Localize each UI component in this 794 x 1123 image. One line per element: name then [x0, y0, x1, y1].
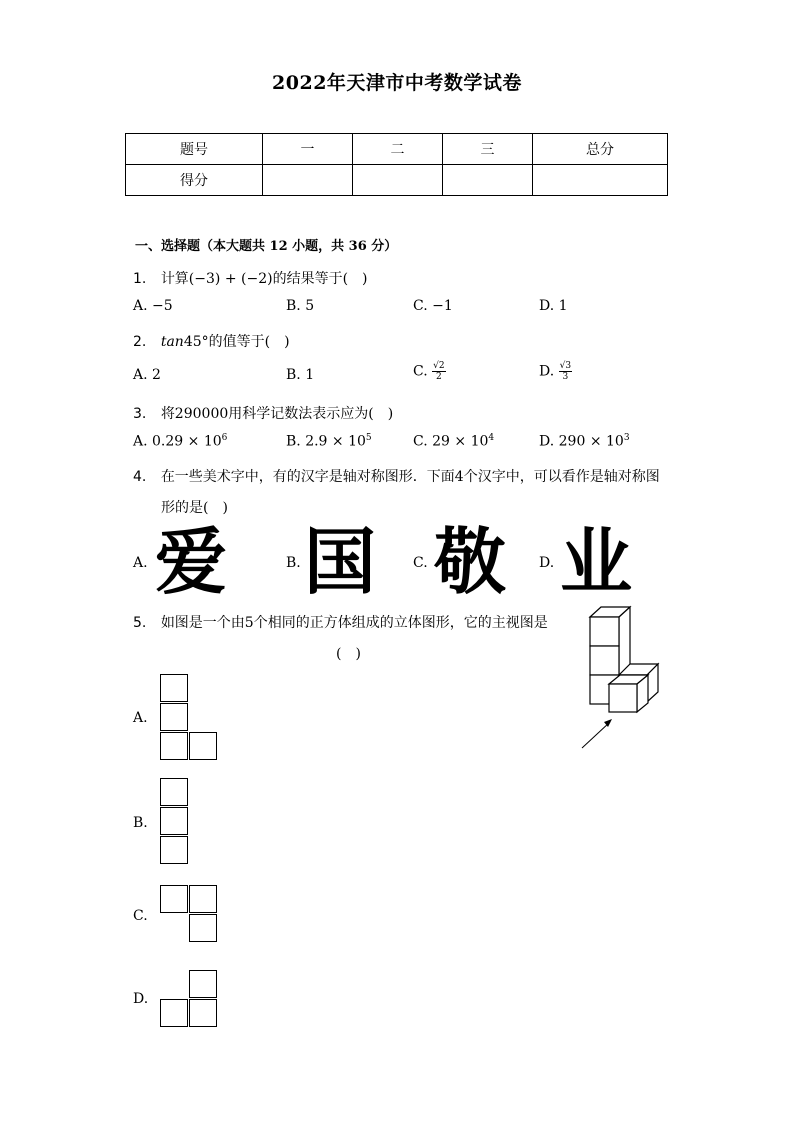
- page-title: 2022年天津市中考数学试卷: [272, 72, 522, 94]
- option-c-figure[interactable]: [160, 885, 220, 945]
- question-3: [133, 403, 393, 423]
- exponent: 6: [221, 433, 228, 443]
- score-table-header-row: [126, 134, 668, 165]
- option-text: 1: [558, 298, 568, 314]
- fraction: [559, 361, 572, 382]
- option-c-label[interactable]: C.: [133, 908, 148, 924]
- option-label: C.: [413, 298, 428, 314]
- denominator: 2: [435, 372, 442, 382]
- question-1: [133, 268, 368, 288]
- score-input-cell[interactable]: [533, 165, 668, 196]
- score-input-cell[interactable]: [353, 165, 443, 196]
- numerator: √3: [559, 361, 572, 371]
- option-text: 29 × 10: [432, 433, 489, 450]
- option-b-figure[interactable]: [160, 778, 190, 868]
- square: [160, 703, 188, 731]
- question-number: 3.: [133, 406, 147, 422]
- option-b[interactable]: [286, 298, 314, 314]
- exponent: 4: [488, 433, 495, 443]
- question-number: 1.: [133, 271, 147, 287]
- option-b-char[interactable]: 国: [304, 520, 377, 604]
- option-label: C.: [413, 363, 428, 380]
- option-d-label[interactable]: D.: [539, 555, 555, 571]
- question-math: tan: [160, 334, 184, 350]
- option-b[interactable]: [286, 367, 314, 383]
- option-label: A.: [133, 433, 148, 450]
- square: [160, 999, 188, 1027]
- option-text: 2.9 × 10: [305, 433, 366, 450]
- score-table-cell: 一: [263, 134, 353, 165]
- option-text: 290 × 10: [558, 433, 624, 450]
- option-b[interactable]: [286, 433, 372, 450]
- option-c[interactable]: [413, 298, 453, 314]
- question-number: 2.: [133, 334, 147, 350]
- question-4: [133, 466, 660, 486]
- option-d[interactable]: [539, 298, 568, 314]
- option-label: B.: [286, 433, 301, 450]
- square: [189, 885, 217, 913]
- question-text-continued: ( ): [336, 646, 361, 662]
- square: [160, 778, 188, 806]
- option-b-label[interactable]: B.: [133, 815, 148, 831]
- score-input-cell[interactable]: [263, 165, 353, 196]
- square: [189, 970, 217, 998]
- option-label: B.: [286, 367, 301, 383]
- denominator: 3: [562, 372, 569, 382]
- option-a[interactable]: [133, 367, 161, 383]
- score-table-cell: 三: [443, 134, 533, 165]
- option-label: D.: [539, 433, 555, 450]
- question-text: 45°的值等于( ): [183, 334, 290, 350]
- option-text: 0.29 × 10: [152, 433, 222, 450]
- score-table-cell: 题号: [126, 134, 263, 165]
- score-table: [125, 133, 668, 196]
- option-label: D.: [539, 363, 555, 380]
- option-d-figure[interactable]: [160, 970, 220, 1030]
- option-label: B.: [286, 298, 301, 314]
- exponent: 3: [623, 433, 630, 443]
- cube-figure: [570, 600, 670, 760]
- option-d[interactable]: [539, 361, 572, 382]
- square: [160, 732, 188, 760]
- option-text: 5: [305, 298, 315, 314]
- section-heading: 一、选择题（本大题共 12 小题，共 36 分）: [135, 239, 398, 254]
- score-table-cell: 总分: [533, 134, 668, 165]
- question-number: 4.: [133, 469, 147, 485]
- square: [189, 914, 217, 942]
- question-5: [133, 612, 548, 632]
- option-label: A.: [133, 367, 148, 383]
- option-c[interactable]: [413, 361, 446, 382]
- option-a-label[interactable]: A.: [133, 555, 148, 571]
- square: [160, 674, 188, 702]
- option-a[interactable]: [133, 298, 173, 314]
- option-text: −1: [432, 298, 453, 314]
- option-label: D.: [539, 298, 555, 314]
- question-text: 计算(−3) + (−2)的结果等于( ): [160, 271, 368, 287]
- option-a-label[interactable]: A.: [133, 710, 148, 726]
- option-b-label[interactable]: B.: [286, 555, 301, 571]
- question-2: [133, 331, 290, 351]
- question-text: 如图是一个由5个相同的正方体组成的立体图形，它的主视图是: [160, 615, 548, 631]
- score-table-cell: 得分: [126, 165, 263, 196]
- option-a-char[interactable]: 爱: [155, 520, 228, 604]
- option-text: 2: [152, 367, 161, 383]
- square: [189, 999, 217, 1027]
- question-text: 在一些美术字中，有的汉字是轴对称图形．下面4个汉字中，可以看作是轴对称图: [160, 469, 660, 485]
- option-d-label[interactable]: D.: [133, 991, 149, 1007]
- question-text: 将290000用科学记数法表示应为( ): [160, 406, 394, 422]
- option-c-label[interactable]: C.: [413, 555, 428, 571]
- option-text: −5: [152, 298, 173, 314]
- square: [160, 885, 188, 913]
- question-number: 5.: [133, 615, 147, 631]
- exponent: 5: [365, 433, 372, 443]
- option-d[interactable]: [539, 433, 630, 450]
- score-table-score-row: [126, 165, 668, 196]
- numerator: √2: [433, 361, 445, 371]
- option-text: 1: [305, 367, 315, 383]
- square: [160, 836, 188, 864]
- option-label: C.: [413, 433, 428, 450]
- option-d-char[interactable]: 业: [560, 520, 633, 604]
- score-table-cell: 二: [353, 134, 443, 165]
- option-c[interactable]: [413, 433, 494, 450]
- option-c-char[interactable]: 敬: [434, 520, 507, 604]
- score-input-cell[interactable]: [443, 165, 533, 196]
- option-a-figure[interactable]: [160, 674, 220, 764]
- option-label: A.: [133, 298, 148, 314]
- option-a[interactable]: [133, 433, 227, 450]
- fraction: [432, 361, 445, 382]
- question-text-continued: 形的是( ): [161, 500, 228, 516]
- square: [189, 732, 217, 760]
- square: [160, 807, 188, 835]
